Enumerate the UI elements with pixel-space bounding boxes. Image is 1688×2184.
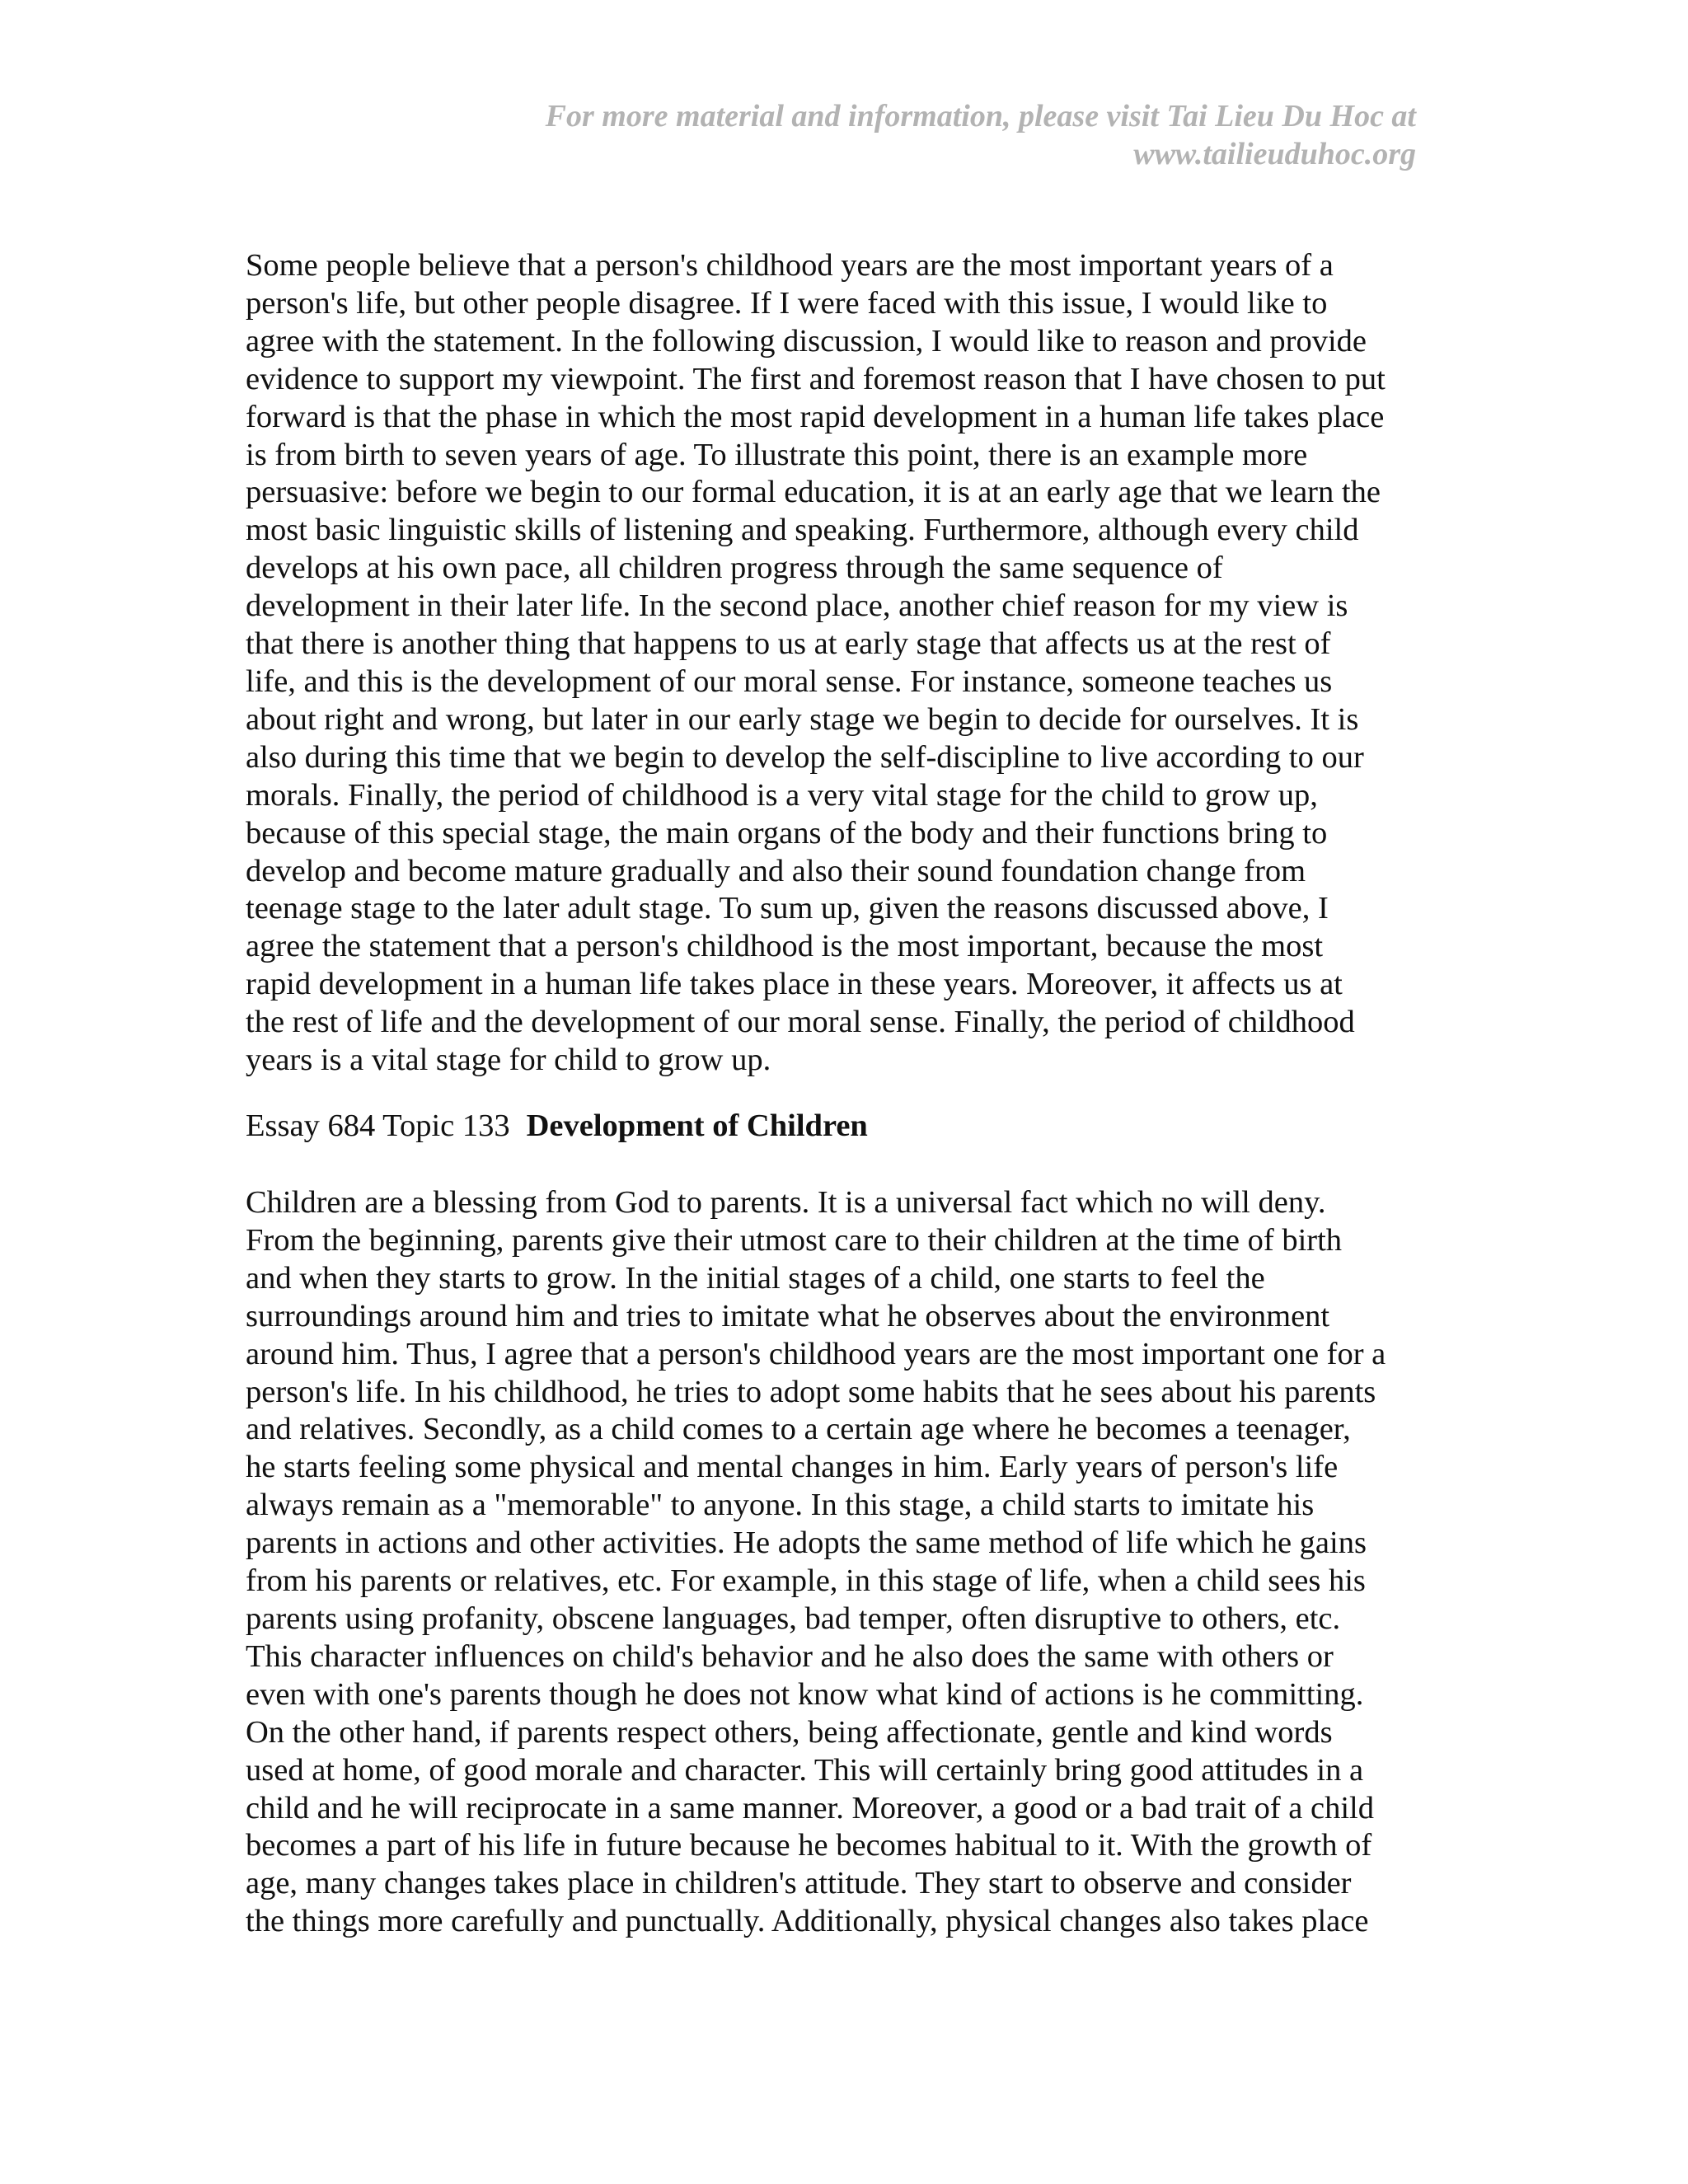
text-line: agree with the statement. In the following discussion, I would like to reason and provide: [246, 323, 1367, 359]
essay-paragraph-1: [246, 247, 1428, 1080]
text-line: around him. Thus, I agree that a person's childhood years are the most important one for a: [246, 1336, 1386, 1371]
text-line: always remain as a "memorable" to anyone. In this stage, a child starts to imitate his: [246, 1488, 1315, 1523]
text-line: persuasive: before we begin to our formal education, it is at an early age that we learn the: [246, 475, 1381, 510]
text-line: This character influences on child's behavior and he also does the same with others or: [246, 1638, 1334, 1674]
text-line: surroundings around him and tries to imitate what he observes about the environment: [246, 1298, 1330, 1333]
text-line: about right and wrong, but later in our early stage we begin to decide for ourselves. It is: [246, 701, 1359, 737]
text-line: From the beginning, parents give their utmost care to their children at the time of birth: [246, 1222, 1343, 1258]
text-line: teenage stage to the later adult stage. To sum up, given the reasons discussed above, I: [246, 891, 1329, 926]
text-line: becomes a part of his life in future because he becomes habitual to it. With the growth of: [246, 1828, 1372, 1863]
text-line: from his parents or relatives, etc. For example, in this stage of life, when a child sees his: [246, 1563, 1366, 1599]
text-line: most basic linguistic skills of listening and speaking. Furthermore, although every child: [246, 513, 1359, 548]
essay-paragraph-2: [246, 1184, 1428, 1941]
text-line: On the other hand, if parents respect others, being affectionate, gentle and kind words: [246, 1714, 1333, 1750]
text-line: Some people believe that a person's childhood years are the most important years of a: [246, 248, 1334, 283]
essay-label: Essay 684 Topic 133: [246, 1108, 510, 1143]
text-line: morals. Finally, the period of childhood is a very vital stage for the child to grow up,: [246, 777, 1318, 813]
text-line: even with one's parents though he does not know what kind of actions is he committing.: [246, 1676, 1364, 1712]
text-line: person's life, but other people disagree. If I were faced with this issue, I would like to: [246, 285, 1328, 321]
text-line: because of this special stage, the main organs of the body and their functions bring to: [246, 815, 1328, 851]
text-line: also during this time that we begin to develop the self-discipline to live according to our: [246, 739, 1364, 775]
essay-heading: [246, 1107, 1428, 1145]
text-line: agree the statement that a person's childhood is the most important, because the most: [246, 929, 1324, 964]
text-line: child and he will reciprocate in a same manner. Moreover, a good or a bad trait of a child: [246, 1790, 1374, 1825]
text-line: parents using profanity, obscene languages, bad temper, often disruptive to others, etc.: [246, 1601, 1341, 1636]
text-line: forward is that the phase in which the most rapid development in a human life takes place: [246, 399, 1385, 434]
text-line: person's life. In his childhood, he tries to adopt some habits that he sees about his parents: [246, 1374, 1376, 1409]
text-line: develop and become mature gradually and also their sound foundation change from: [246, 853, 1306, 888]
text-line: life, and this is the development of our moral sense. For instance, someone teaches us: [246, 663, 1333, 699]
text-line: development in their later life. In the second place, another chief reason for my view is: [246, 588, 1348, 624]
text-line: evidence to support my viewpoint. The first and foremost reason that I have chosen to put: [246, 361, 1386, 396]
text-line: he starts feeling some physical and mental changes in him. Early years of person's life: [246, 1450, 1339, 1485]
text-line: and when they starts to grow. In the initial stages of a child, one starts to feel the: [246, 1260, 1265, 1296]
header-note-line-1: For more material and information, please visit Tai Lieu Du Hoc at: [545, 99, 1416, 134]
header-note-url: www.tailieuduhoc.org: [1133, 137, 1416, 171]
text-line: years is a vital stage for child to grow up.: [246, 1043, 771, 1078]
text-line: parents in actions and other activities. He adopts the same method of life which he gains: [246, 1526, 1367, 1561]
header-note: [345, 97, 1416, 173]
essay-title: Development of Children: [526, 1108, 868, 1143]
text-line: is from birth to seven years of age. To illustrate this point, there is an example more: [246, 437, 1308, 472]
text-line: develops at his own pace, all children progress through the same sequence of: [246, 551, 1223, 586]
text-line: that there is another thing that happens to us at early stage that affects us at the rest of: [246, 626, 1331, 662]
text-line: the things more carefully and punctually. Additionally, physical changes also takes place: [246, 1904, 1369, 1939]
text-line: used at home, of good morale and character. This will certainly bring good attitudes in a: [246, 1752, 1364, 1788]
text-line: Children are a blessing from God to parents. It is a universal fact which no will deny.: [246, 1185, 1326, 1220]
text-line: age, many changes takes place in children's attitude. They start to observe and consider: [246, 1866, 1352, 1901]
text-line: the rest of life and the development of our moral sense. Finally, the period of childhood: [246, 1005, 1355, 1040]
text-line: rapid development in a human life takes place in these years. Moreover, it affects us at: [246, 967, 1343, 1002]
text-line: and relatives. Secondly, as a child comes to a certain age where he becomes a teenager,: [246, 1412, 1351, 1447]
